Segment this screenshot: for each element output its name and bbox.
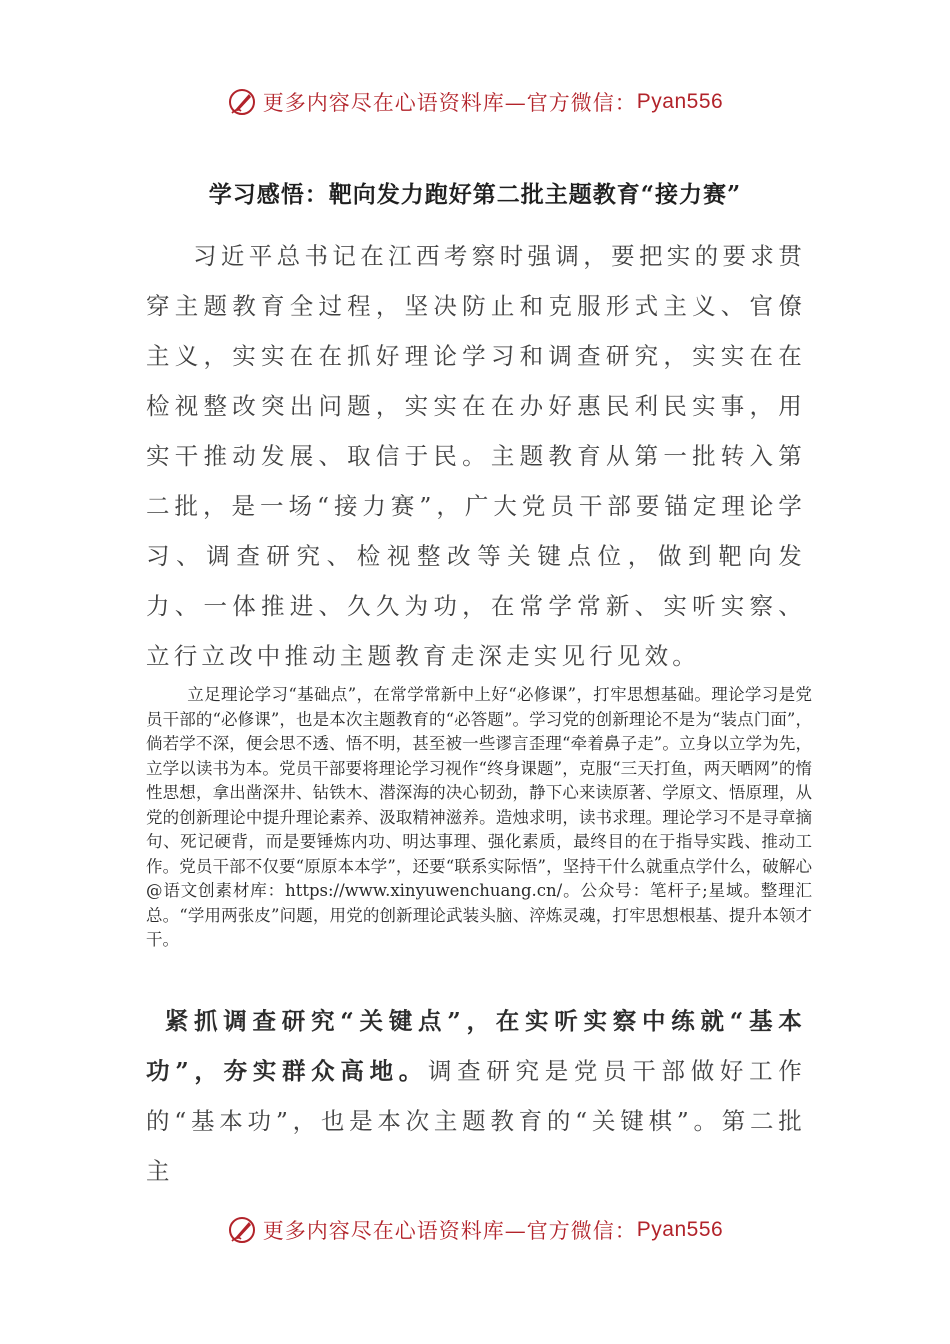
- quill-logo-icon: [227, 1215, 257, 1245]
- header-banner-text: 更多内容尽在心语资料库—官方微信：: [262, 91, 637, 115]
- header-banner-id: Pyan556: [636, 90, 724, 113]
- paragraph-2: 立足理论学习“基础点”，在常学常新中上好“必修课”，打牢思想基础。理论学习是党员干部的“必修课”，也是本次主题教育的“必答题”。学习党的创新理论不是为“装点门面”，倘若学不深，便会思不透、悟不明，甚至被一些谬言歪理“牵着鼻子走”。立身以立学为先，立学以读书为本。党员干部要将理论学习视作“终身课题”，克服“三天打鱼，两天晒网”的惰性思想，拿出凿深井、钻铁木、潜深海的决心韧劲，静下心来读原著、学原文、悟原理，从党的创新理论中提升理论素养、汲取精神滋养。造烛求明，读书求理。理论学习不是寻章摘句、死记硬背，而是要锤炼内功、明达事理、强化素质，最终目的在于指导实践、推动工作。党员干部不仅要“原原本本学”，还要“联系实际悟”，坚持干什么就重点学什么，破解心@语文创素材库：https://www.xinyuwenchuang.cn/。公众号：笔杆子;星域。整理汇总。“学用两张皮”问题，用党的创新理论武装头脑、淬炼灵魂，打牢思想根基、提升本领才干。: [146, 685, 812, 949]
- header-banner: [0, 82, 950, 122]
- paragraph-3-text: 调查研究是党员干部做好工作的“基本功”，也是本次主题教育的“关键棋”。第二批主: [146, 1057, 806, 1185]
- paragraph-3-heading: 紧抓调查研究“关键点”，在实听实察中练就“基本功”，夯实群众高地。: [146, 1007, 806, 1085]
- footer-banner-id: Pyan556: [636, 1218, 724, 1241]
- paragraph-3: [146, 996, 806, 1196]
- footer-banner: [0, 1210, 950, 1250]
- paragraph-1: 习近平总书记在江西考察时强调，要把实的要求贯穿主题教育全过程，坚决防止和克服形式主义、官僚主义，实实在在抓好理论学习和调查研究，实实在在检视整改突出问题，实实在在办好惠民利民实事，用实干推动发展、取信于民。主题教育从第一批转入第二批，是一场“接力赛”，广大党员干部要锚定理论学习、调查研究、检视整改等关键点位，做到靶向发力、一体推进、久久为功，在常学常新、实听实察、立行立改中推动主题教育走深走实见行见效。: [146, 242, 806, 670]
- footer-banner-text: 更多内容尽在心语资料库—官方微信：: [262, 1219, 637, 1243]
- quill-logo-icon: [227, 87, 257, 117]
- document-title: 学习感悟：靶向发力跑好第二批主题教育“接力赛”: [208, 181, 742, 208]
